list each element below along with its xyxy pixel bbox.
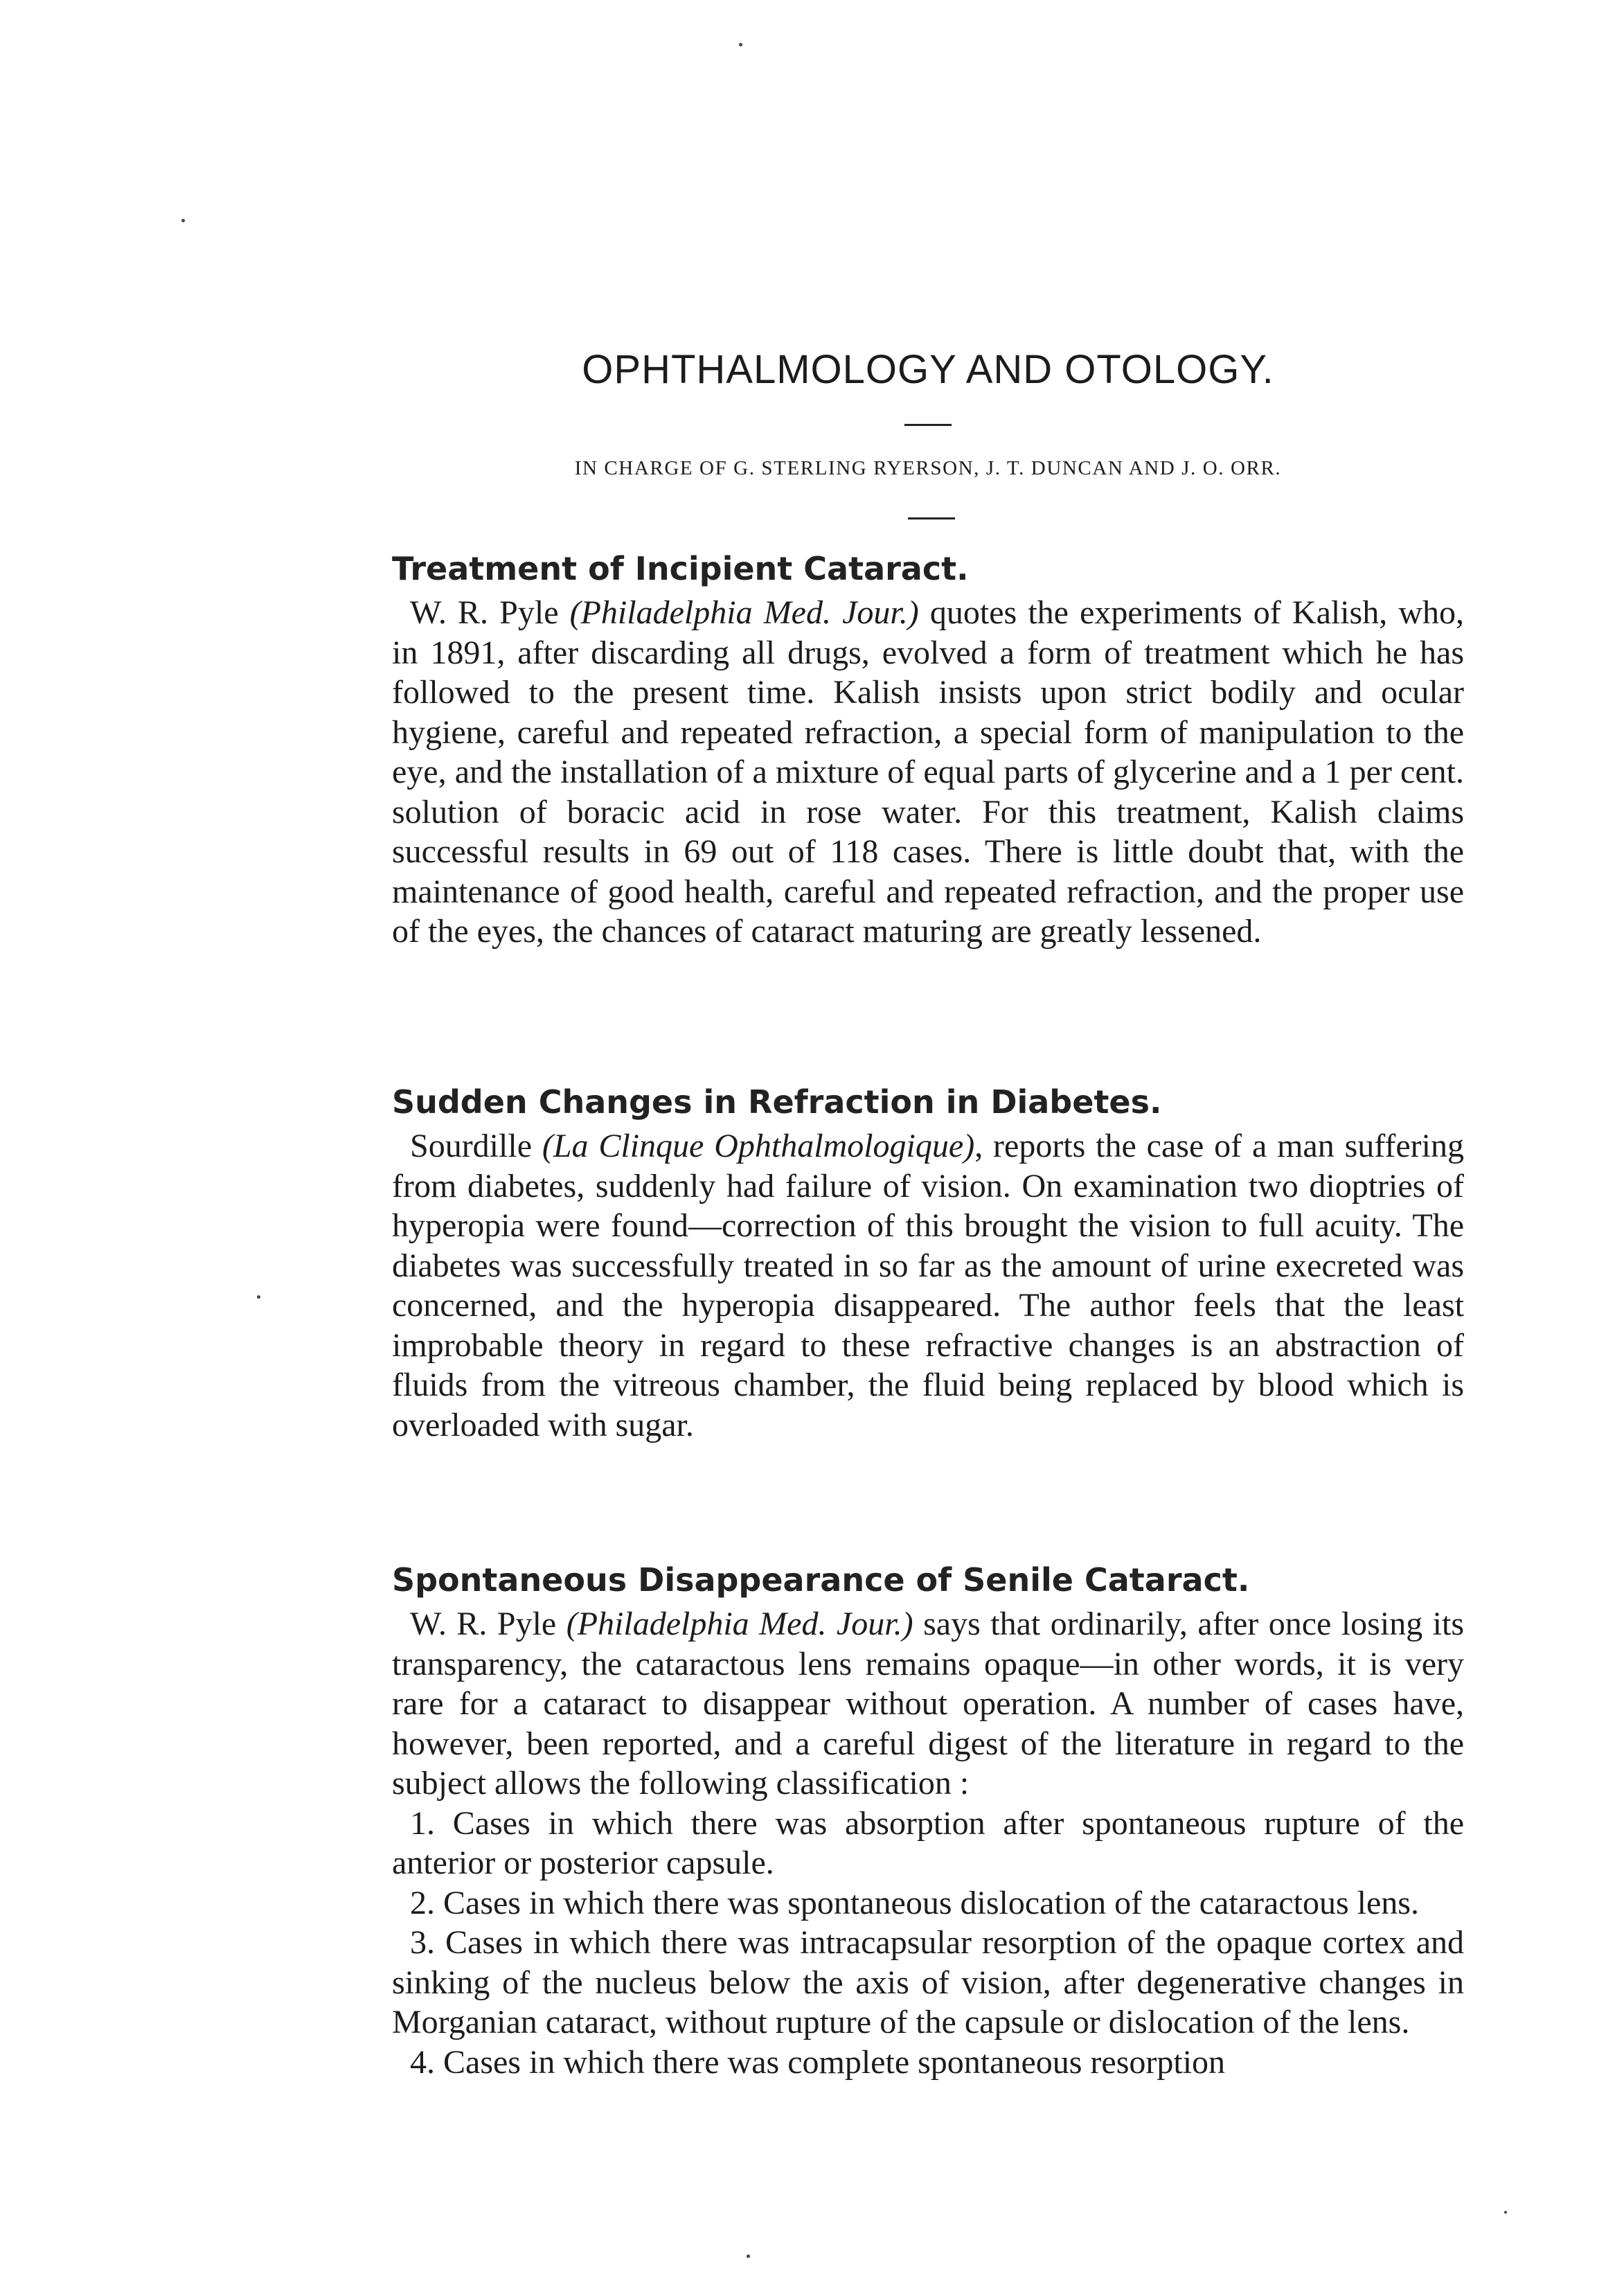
scan-speck	[1504, 2211, 1507, 2214]
body-paragraph: W. R. Pyle (Philadelphia Med. Jour.) says that ordinarily, after once losing its transparency, the cataractous lens remains opaque—in other words, it is very rare for a cataract to disappear without operation. A number of cases have, however, been reported, and a careful digest of the literature in regard to the subject allows the following classification :	[392, 1606, 1465, 1802]
numbered-item: 3. Cases in which there was intracapsular resorption of the opaque cortex and sinking of the nucleus below the axis of vision, after degenerative changes in Morganian cataract, without rupture of the capsule or dislocation of the lens.	[392, 1924, 1465, 2041]
numbered-item: 2. Cases in which there was spontaneous dislocation of the cataractous lens.	[410, 1884, 1419, 1921]
title-rule	[904, 424, 952, 426]
journal-citation: (Philadelphia Med. Jour.)	[566, 1606, 913, 1642]
body-paragraph: Sourdille (La Clinque Ophthalmologique), reports the case of a man suffering from diabetes, suddenly had failure of vision. On examination two dioptries of hyperopia were found—correction of this brought the vision to full acuity. The diabetes was successfully treated in so far as the amount of urine execreted was concerned, and the hyperopia disappeared. The author feels that the least improbable theory in regard to these refractive changes is an abstraction of fluids from the vitreous chamber, the fluid being replaced by blood which is overloaded with sugar.	[392, 1128, 1464, 1443]
editors-rule	[908, 517, 955, 519]
page-title: OPHTHALMOLOGY AND OTOLOGY.	[582, 347, 1274, 392]
body-paragraph: W. R. Pyle (Philadelphia Med. Jour.) quotes the experiments of Kalish, who, in 1891, after discarding all drugs, evolved a form of treatment which he has followed to the present time. Kalish insists upon strict bodily and ocular hygiene, careful and repeated refraction, a special form of manipulation to the eye, and the installation of a mixture of equal parts of glycerine and a 1 per cent. solution of boracic acid in rose water. For this treatment, Kalish claims successful results in 69 out of 118 cases. There is little doubt that, with the maintenance of good health, careful and repeated refraction, and the proper use of the eyes, the chances of cataract maturing are greatly lessened.	[392, 594, 1465, 950]
numbered-item: 4. Cases in which there was complete spontaneous resorption	[410, 2043, 1226, 2081]
scan-speck	[257, 1295, 260, 1299]
numbered-item: 1. Cases in which there was absorption after spontaneous rupture of the anterior or posterior capsule.	[392, 1804, 1465, 1881]
scan-speck	[739, 43, 742, 46]
scan-speck	[181, 219, 185, 222]
journal-citation: (Philadelphia Med. Jour.)	[569, 594, 919, 631]
journal-citation: (La Clinque Ophthalmologique)	[542, 1128, 975, 1164]
section-diabetes-refraction	[392, 1081, 1464, 1445]
section-incipient-cataract	[392, 547, 1464, 952]
section-heading: Spontaneous Disappearance of Senile Cataract.	[392, 1561, 1250, 1599]
section-senile-cataract	[392, 1558, 1464, 2082]
scan-speck	[747, 2255, 750, 2258]
section-heading: Treatment of Incipient Cataract.	[392, 550, 969, 587]
section-heading: Sudden Changes in Refraction in Diabetes.	[392, 1083, 1162, 1121]
editors-line: IN CHARGE OF G. STERLING RYERSON, J. T. DUNCAN AND J. O. ORR.	[574, 457, 1282, 479]
